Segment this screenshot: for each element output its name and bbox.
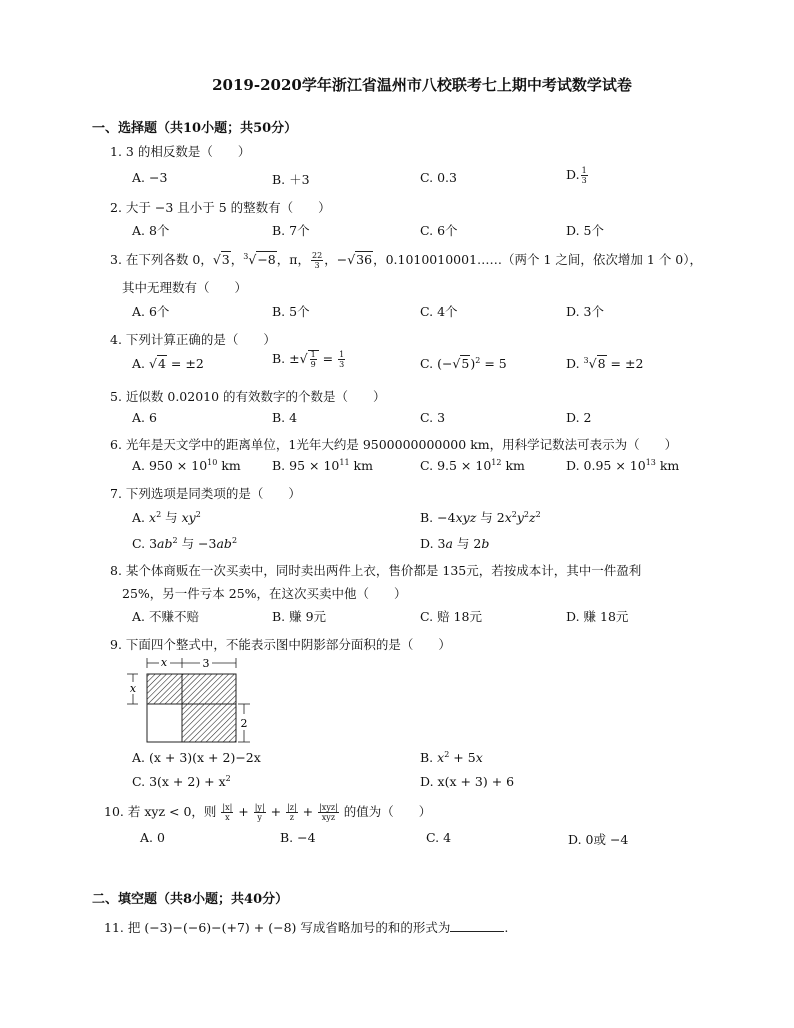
q2-option-b: B. 7个 [272, 223, 310, 238]
question-10-stem: 10. 若 xyz < 0，则 $\frac{|x|}{x}$ + $\frac{|y|}{y}$ + $\frac{|z|}{z}$ + $\frac{\text{|xyz|}}{\text{xyz}}$ 的值为（ ） [104, 803, 432, 822]
q6-option-b: B. $95 \times 10^{11}$ km [272, 458, 373, 473]
q7-option-a: A. $x^2$ 与 $xy^2$ [132, 510, 201, 525]
q2-option-a: A. 8个 [132, 223, 170, 238]
question-6-stem: 6. 光年是天文学中的距离单位，1光年大约是 9500000000000 km，用科学记数法可表示为（ ） [110, 437, 678, 452]
q9-option-b: B. $x^2 + 5x$ [420, 750, 483, 765]
q8-option-c: C. 赔 18元 [420, 609, 482, 624]
q1-option-d: D. $\frac{1}{3}$ [566, 166, 587, 185]
q10-option-d: D. 0或 −4 [568, 832, 629, 847]
question-8-stem-line2: 25%，另一件亏本 25%，在这次买卖中他（ ） [122, 586, 407, 601]
q4-option-d: D. $^3$√8 = ±2 [566, 356, 644, 371]
q8-option-a: A. 不赚不赔 [132, 609, 199, 624]
question-3-stem: 3. 在下列各数 0，√3，$^3$√−8，π， $\frac{22}{3}$ ，−√36，0.1010010001……（两个 1 之间，依次增加 1 个 0）， [110, 251, 702, 270]
q7-option-b: B. −4xyz 与 $2x^2y^2z^2$ [420, 510, 541, 525]
question-5-stem: 5. 近似数 0.02010 的有效数字的个数是（ ） [110, 389, 386, 404]
question-4-stem: 4. 下列计算正确的是（ ） [110, 332, 276, 347]
q5-option-d: D. 2 [566, 410, 592, 425]
fig-label-3: 3 [202, 657, 210, 670]
page-title: 2019-2020学年浙江省温州市八校联考七上期中考试数学试卷 [212, 76, 632, 94]
q4-option-b: B. ±√ $\frac{1}{9}$ = $\frac{1}{3}$ [272, 350, 345, 369]
question-7-stem: 7. 下列选项是同类项的是（ ） [110, 486, 301, 501]
q1-option-b: B. ＋3 [272, 172, 310, 187]
q3-option-a: A. 6个 [132, 304, 170, 319]
q3-option-c: C. 4个 [420, 304, 458, 319]
q5-option-a: A. 6 [132, 410, 157, 425]
q9-option-c: C. $3(x + 2) + x^2$ [132, 774, 231, 789]
q4-option-a: A. √4 = ±2 [132, 356, 204, 371]
q4-option-c: C. $(-√5)^2 = 5$ [420, 356, 507, 371]
q8-option-d: D. 赚 18元 [566, 609, 629, 624]
question-3-stem-line2: 其中无理数有（ ） [122, 280, 248, 295]
answer-blank[interactable] [450, 921, 504, 932]
section-heading-fill: 二、填空题（共8小题；共40分） [92, 892, 289, 907]
q7-option-d: D. 3a 与 2b [420, 536, 490, 551]
q10-option-a: A. 0 [140, 830, 165, 845]
q6-option-a: A. $950 \times 10^{10}$ km [132, 458, 241, 473]
q9-option-d: D. x(x + 3) + 6 [420, 774, 515, 789]
q6-option-d: D. $0.95 \times 10^{13}$ km [566, 458, 680, 473]
q2-option-d: D. 5个 [566, 223, 604, 238]
q10-option-b: B. −4 [280, 830, 316, 845]
question-1-stem: 1. 3 的相反数是（ ） [110, 144, 251, 159]
fig-label-x-left: x [129, 682, 137, 695]
question-11-stem: 11. 把 (−3)−(−6)−(+7) + (−8) 写成省略加号的和的形式为 . [104, 920, 509, 935]
q5-option-b: B. 4 [272, 410, 298, 425]
fig-shaded-top-right [182, 674, 236, 704]
question-8-stem: 8. 某个体商贩在一次买卖中，同时卖出两件上衣，售价都是 135元，若按成本计，其中一件盈利 [110, 563, 642, 578]
q6-option-c: C. $9.5 \times 10^{12}$ km [420, 458, 525, 473]
fig-label-x-top: x [160, 656, 168, 669]
q3-option-d: D. 3个 [566, 304, 604, 319]
q5-option-c: C. 3 [420, 410, 446, 425]
fig-shaded-bottom-right [182, 704, 236, 742]
q2-option-c: C. 6个 [420, 223, 458, 238]
question-2-stem: 2. 大于 −3 且小于 5 的整数有（ ） [110, 200, 331, 215]
q1-option-c: C. 0.3 [420, 170, 457, 185]
q3-option-b: B. 5个 [272, 304, 310, 319]
fig-label-2: 2 [240, 717, 248, 730]
q1-option-a: A. −3 [132, 170, 168, 185]
q8-option-b: B. 赚 9元 [272, 609, 327, 624]
q9-option-a: A. (x + 3)(x + 2)−2x [132, 750, 261, 765]
section-heading-choice: 一、选择题（共10小题；共50分） [92, 121, 298, 136]
q7-option-c: C. $3ab^2$ 与 $-3ab^2$ [132, 536, 238, 551]
q9-figure [124, 654, 254, 746]
fig-shaded-top-left [147, 674, 182, 704]
question-9-stem: 9. 下面四个整式中，不能表示图中阴影部分面积的是（ ） [110, 637, 451, 652]
q10-option-c: C. 4 [426, 830, 452, 845]
